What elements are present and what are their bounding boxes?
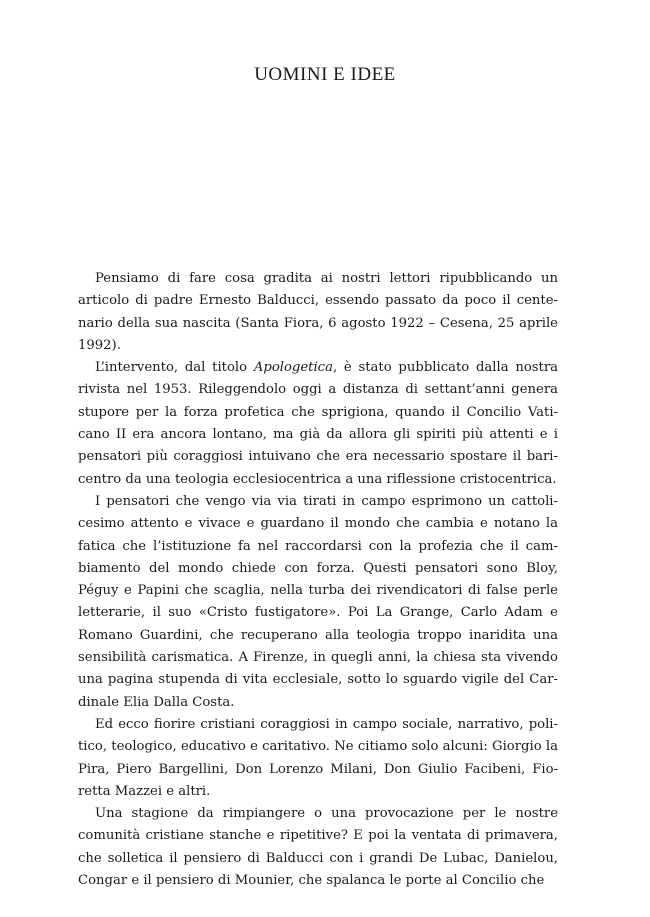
paragraph-cristiani (78, 714, 558, 803)
paragraph-apologetica (78, 357, 558, 491)
page-title: UOMINI E IDEE (254, 64, 396, 85)
paragraph-text: , è stato pubblicato dalla nostra rivista nel 1953. Rileggendolo oggi a distanza di settant’anni genera stupore per la forza profetica che sprigiona, quando il Concilio Vaticano II era ancora lontano, ma già da allora gli spiriti più attenti e i pensatori più coraggiosi intuivano che era necessario spostare il baricentro da una teologia ecclesiocentrica a una riflessione cristocentrica. (78, 360, 559, 487)
paragraph-pensatori (78, 491, 558, 714)
article-body (78, 268, 558, 892)
article-title-italic: Apologetica (253, 360, 333, 376)
paragraph-stagione (78, 803, 558, 892)
paragraph-intro (78, 268, 558, 357)
paragraph-text: L’intervento, dal titolo (95, 360, 254, 376)
paragraph-text: Pensiamo di fare cosa gradita ai nostri lettori ripubblicando un articolo di padre Ernesto Balducci, essendo passato da poco il centenario della sua nascita (Santa Fiora, 6 agosto 1922 – Cesena, 25 aprile 1992). (78, 271, 558, 353)
paragraph-text: Una stagione da rimpiangere o una provocazione per le nostre comunità cristiane stanche e ripetitive? E poi la ventata di primavera, che solletica il pensiero di Balducci con i grandi De Lubac, Danielou, Congar e il pensiero di Mounier, che spalanca le porte al Concilio che (78, 806, 558, 889)
paragraph-text: I pensatori che vengo via via tirati in campo esprimono un cattolicesimo attento e vivace e guardano il mondo che cambia e notano la fatica che l’istituzione fa nel raccordarsi con la profezia che il cambiamento del mondo chiede con forza. Questi pensatori sono Bloy, Péguy e Papini che scaglia, nella turba dei rivendicatori di false perle letterarie, il suo «Cristo fustigatore». Poi La Grange, Carlo Adam e Romano Guardini, che recuperano alla teologia troppo inaridita una sensibilità carismatica. A Firenze, in quegli anni, la chiesa sta vivendo una pagina stupenda di vita ecclesiale, sotto lo sguardo vigile del Cardinale Elia Dalla Costa. (78, 493, 558, 710)
paragraph-text: Ed ecco fiorire cristiani coraggiosi in campo sociale, narrativo, politico, teologico, educativo e caritativo. Ne citiamo solo alcuni: Giorgio la Pira, Piero Bargellini, Don Lorenzo Milani, Don Giulio Facibeni, Fioretta Mazzei e altri. (78, 716, 558, 799)
